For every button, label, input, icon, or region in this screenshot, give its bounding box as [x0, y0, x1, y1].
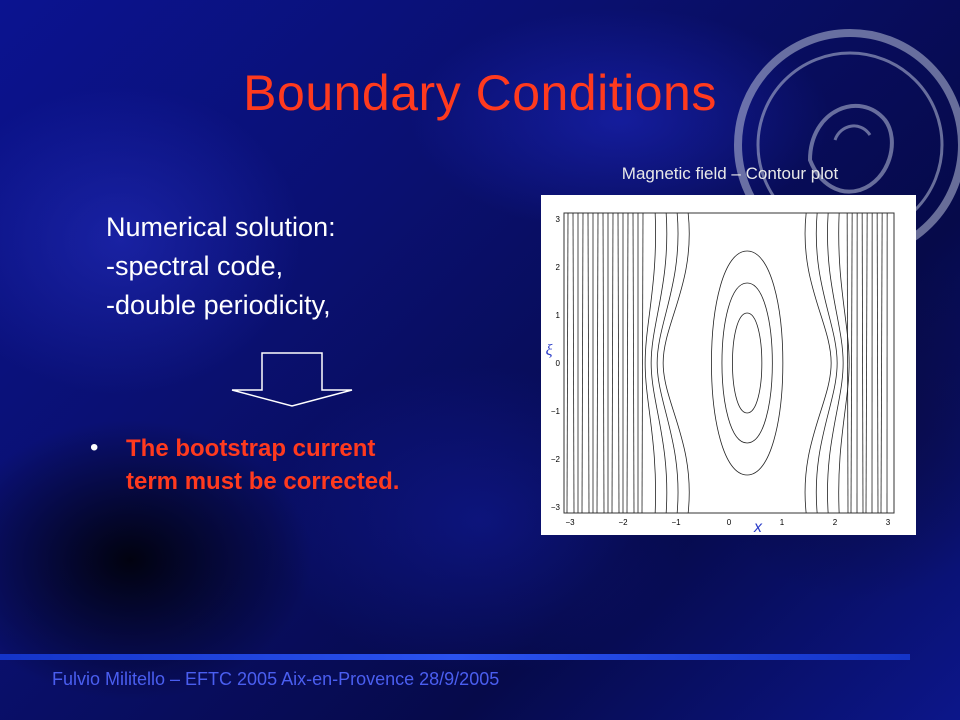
x-axis-label: x — [754, 519, 762, 535]
y-tick-label: 0 — [555, 359, 560, 368]
x-tick-label: −2 — [618, 518, 628, 527]
footer-accent-bar — [0, 654, 910, 660]
y-tick-label: 1 — [555, 311, 560, 320]
x-tick-label: 3 — [885, 518, 891, 527]
y-tick-label: 3 — [555, 215, 560, 224]
bullet-line: The bootstrap current — [126, 435, 376, 462]
down-arrow-icon — [230, 352, 355, 408]
solution-line: -double periodicity, — [106, 290, 331, 320]
bullet-line: term must be corrected. — [126, 468, 400, 495]
x-tick-label: 2 — [832, 518, 838, 527]
y-tick-label: −3 — [550, 503, 560, 512]
footer-text: Fulvio Militello – EFTC 2005 Aix-en-Provence 28/9/2005 — [52, 669, 500, 689]
plot-caption: Magnetic field – Contour plot — [621, 164, 839, 183]
slide-title: Boundary Conditions — [243, 65, 717, 121]
contour-plot-svg — [541, 195, 916, 535]
x-tick-label: −3 — [565, 518, 575, 527]
bullet-text — [126, 432, 526, 498]
y-tick-label: −2 — [550, 455, 560, 464]
y-axis-label: ξ — [545, 342, 553, 359]
x-tick-label: 0 — [726, 518, 732, 527]
y-tick-label: 2 — [555, 263, 560, 272]
x-tick-label: 1 — [779, 518, 785, 527]
y-tick-label: −1 — [550, 407, 560, 416]
contour-plot — [541, 195, 916, 535]
solution-line: Numerical solution: — [106, 212, 336, 242]
solution-text-block — [106, 208, 336, 325]
x-tick-label: −1 — [671, 518, 681, 527]
solution-line: -spectral code, — [106, 251, 284, 281]
bullet-icon: • — [90, 434, 99, 461]
